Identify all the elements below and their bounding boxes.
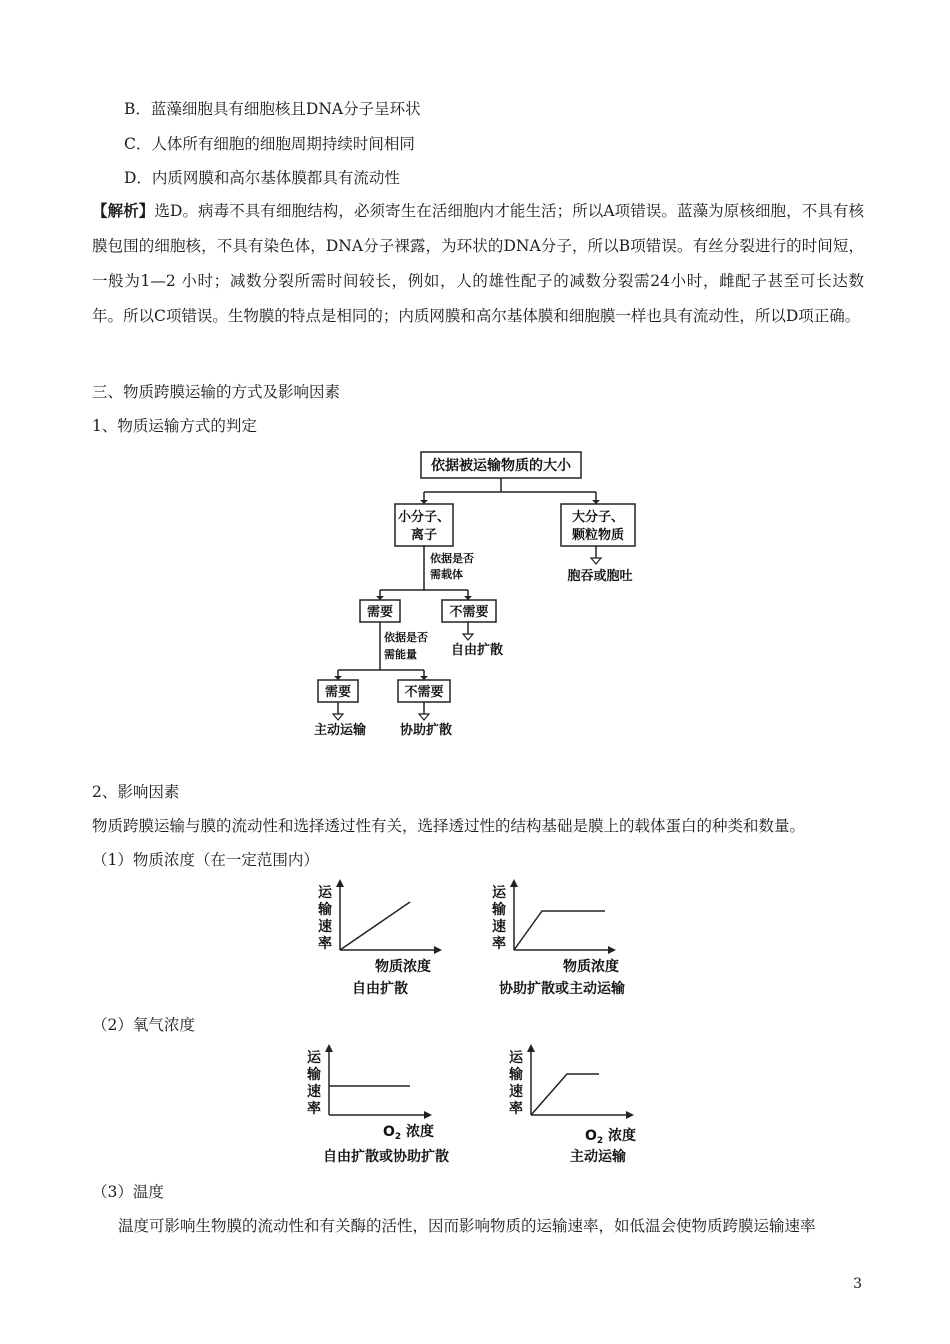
flow-facilitated-diffusion: 协助扩散 (399, 723, 453, 738)
flow-active-transport: 主动运输 (313, 723, 367, 738)
graph3-ylabel-3: 速 (307, 1084, 321, 1100)
transport-mode-flowchart (0, 440, 950, 770)
graph3-ylabel-2: 输 (307, 1067, 321, 1083)
graph1-ylabel-3: 速 (318, 919, 332, 935)
subsection-1-heading: 1、物质运输方式的判定 (92, 417, 257, 435)
flow-small-line2: 离子 (410, 528, 438, 543)
graph4-ylabel-4: 率 (509, 1101, 523, 1117)
graph3-xlabel-sub: 2 (394, 1132, 402, 1142)
analysis-text: 选D。病毒不具有细胞结构，必须寄生在活细胞内才能生活；所以A项错误。蓝藻为原核细胞，不具有核膜包围的细胞核，不具有染色体，DNA分子裸露，为环状的DNA分子，所以B项错误。有丝分裂进行的时间短，一般为1—2 小时；减数分裂所需时间较长，例如，人的雄性配子的减数分裂需24小时，雌配子甚至可长达数年。所以C项错误。生物膜的特点是相同的；内质网膜和高尔基体膜和细胞膜一样也具有流动性，所以D项正确。 (92, 202, 864, 325)
option-c: C．人体所有细胞的细胞周期持续时间相同 (124, 135, 415, 153)
page-number: 3 (853, 1276, 862, 1292)
graph2-ylabel-1: 运 (492, 885, 506, 901)
flow-small-line1: 小分子、 (397, 510, 451, 525)
option-b: B．蓝藻细胞具有细胞核且DNA分子呈环状 (124, 100, 421, 118)
factor-3-heading: （3）温度 (92, 1183, 164, 1201)
flow-criterion1-line1: 依据是否 (430, 552, 474, 565)
flow-criterion2-line1: 依据是否 (384, 631, 428, 644)
graph3-ylabel-4: 率 (307, 1101, 321, 1117)
graph3-ylabel-1: 运 (307, 1050, 321, 1066)
graph4-xlabel-rest: 浓度 (603, 1128, 637, 1144)
graph4-ylabel-1: 运 (509, 1050, 523, 1066)
analysis-paragraph (92, 193, 864, 334)
intro-text: 物质跨膜运输与膜的流动性和选择透过性有关，选择透过性的结构基础是膜上的载体蛋白的种类和数量。 (92, 817, 806, 835)
graph2-caption: 协助扩散或主动运输 (499, 981, 625, 997)
graph3-xlabel-rest: 浓度 (401, 1124, 435, 1140)
flow-need-2: 需要 (324, 685, 352, 700)
oxygen-graphs (0, 1038, 950, 1173)
flow-not-need: 不需要 (449, 605, 489, 620)
graph1-ylabel-2: 输 (318, 902, 332, 918)
concentration-graphs (0, 875, 950, 1005)
graph3-xlabel-o: O (383, 1124, 395, 1140)
flow-not-need-2: 不需要 (404, 685, 444, 700)
graph4-ylabel-2: 输 (509, 1067, 523, 1083)
graph2-ylabel-4: 率 (492, 936, 506, 952)
option-d: D．内质网膜和高尔基体膜都具有流动性 (124, 169, 400, 187)
flow-root: 依据被运输物质的大小 (431, 458, 571, 474)
graph1-ylabel-1: 运 (318, 885, 332, 901)
graph1-xlabel: 物质浓度 (375, 959, 431, 975)
factor-2-heading: （2）氧气浓度 (92, 1016, 195, 1034)
graph3-caption: 自由扩散或协助扩散 (323, 1149, 449, 1165)
temperature-text: 温度可影响生物膜的流动性和有关酶的活性，因而影响物质的运输速率，如低温会使物质跨膜运输速率 (118, 1217, 816, 1235)
graph2-ylabel-3: 速 (492, 919, 506, 935)
graph4-xlabel-sub: 2 (596, 1136, 604, 1146)
flow-large-line2: 颗粒物质 (571, 528, 625, 543)
graph4-xlabel-o: O (585, 1128, 597, 1144)
section-heading: 三、物质跨膜运输的方式及影响因素 (92, 383, 341, 401)
flow-large-line1: 大分子、 (571, 510, 625, 525)
flow-need: 需要 (366, 605, 394, 620)
graph4-xlabel (585, 1127, 636, 1146)
graph1-caption: 自由扩散 (352, 981, 408, 997)
analysis-label: 【解析】 (92, 201, 155, 220)
graph3-xlabel (383, 1123, 434, 1142)
flow-criterion2-line2: 需能量 (384, 648, 417, 661)
flow-free-diffusion: 自由扩散 (450, 643, 504, 658)
flow-criterion1-line2: 需载体 (430, 568, 463, 581)
graph2-xlabel: 物质浓度 (563, 959, 619, 975)
graph4-caption: 主动运输 (570, 1149, 626, 1165)
flow-large-result: 胞吞或胞吐 (567, 569, 633, 584)
graph1-ylabel-4: 率 (318, 936, 332, 952)
graph2-ylabel-2: 输 (492, 902, 506, 918)
graph4-ylabel-3: 速 (509, 1084, 523, 1100)
subsection-2-heading: 2、影响因素 (92, 783, 180, 801)
factor-1-heading: （1）物质浓度（在一定范围内） (92, 851, 319, 869)
